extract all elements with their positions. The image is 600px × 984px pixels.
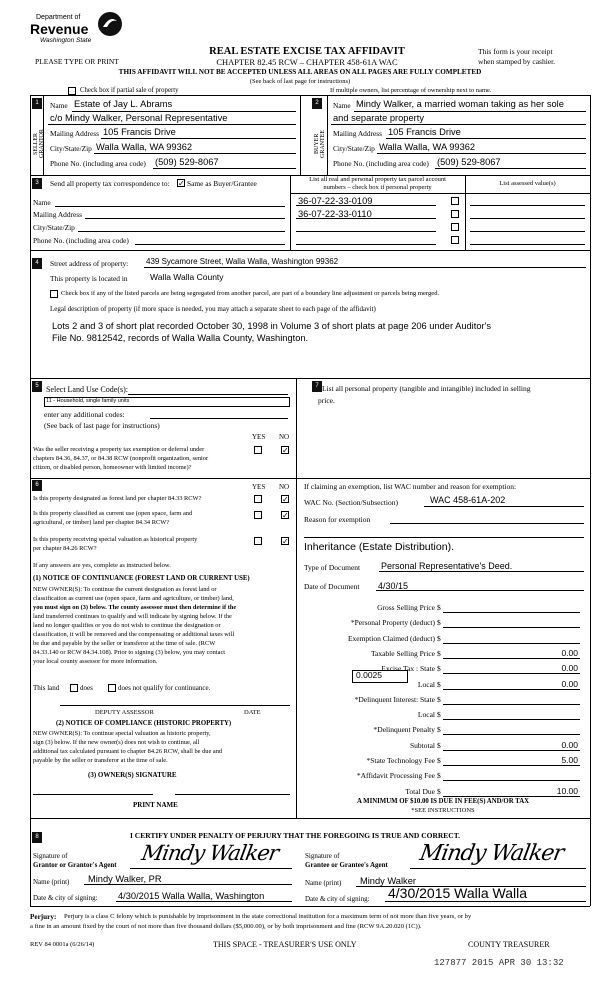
multiple-owners-note: If multiple owners, list percentage of ownership next to name.	[330, 87, 492, 94]
land-does-checkbox[interactable]	[70, 684, 78, 692]
county-treasurer-label: COUNTY TREASURER	[468, 940, 550, 949]
s1-mail-value: 105 Francis Drive	[103, 127, 176, 137]
notice-1-line: be due and payable by the seller or transferor at the time of sale. (RCW	[33, 640, 216, 647]
section-2-badge: 2	[312, 98, 322, 109]
assessed-header: List assessed value(s)	[499, 180, 556, 187]
grantor-date-label: Date & city of signing:	[33, 894, 98, 902]
section-7-badge: 7	[312, 381, 322, 392]
s2-name-label: Name	[333, 101, 351, 110]
notice-1-line: classification, it will be removed and the compensating or additional taxes will	[33, 631, 235, 638]
doctype-label: Type of Document	[304, 563, 361, 572]
s6-question-3b: per chapter 84.26 RCW?	[33, 545, 97, 552]
tax-row-label: Local	[417, 679, 435, 689]
s3-mail-label: Mailing Address	[33, 210, 83, 219]
dollar-sign: $	[437, 756, 441, 765]
treasurer-stamp: 127877 2015 APR 30 13:32	[434, 958, 564, 968]
s6-q2-no-checkbox[interactable]: ✓	[282, 511, 289, 520]
perjury-label: Perjury:	[30, 913, 57, 921]
s1-phone-label: Phone No. (including area code)	[50, 159, 146, 168]
s6-question-2b: agricultural, or timber) land per chapter 84.34 RCW?	[33, 519, 170, 526]
section-1-badge: 1	[32, 98, 42, 109]
notice-1-line: land no longer qualifies or you do not wish to continue the designation or	[33, 622, 221, 629]
s3-send-label: Send all property tax correspondence to:	[50, 179, 170, 188]
tax-row-label: *Affidavit Processing Fee	[356, 771, 435, 781]
tax-row-label: *Delinquent Interest: State	[354, 694, 435, 704]
grantor-name-label: Name (print)	[33, 878, 70, 886]
s1-phone-value: (509) 529-8067	[155, 157, 219, 167]
grantor-signature: Mindy Walker	[139, 841, 281, 865]
grantor-date-city: 4/30/2015 Walla Walla, Washington	[118, 891, 265, 901]
grantee-date-label: Date & city of signing:	[305, 895, 370, 903]
certify-statement: I CERTIFY UNDER PENALTY OF PERJURY THAT THE FOREGOING IS TRUE AND CORRECT.	[130, 831, 461, 840]
s7-list-label: List all personal property (tangible and intangible) included in selling	[322, 384, 531, 393]
s6-question-3a: Is this property receiving special valuation as historical property	[33, 536, 198, 543]
legal-line-1: Lots 2 and 3 of short plat recorded October 30, 1998 in Volume 3 of short plats at page 206 under Auditor's	[52, 321, 492, 331]
land-use-seeback: (See back of last page for instructions)	[44, 421, 160, 430]
land-use-label: Select Land Use Code(s):	[46, 385, 128, 394]
tax-row-label: Gross Selling Price	[377, 603, 435, 612]
tax-row-value: 10.00	[556, 785, 578, 796]
grantor-name: Mindy Walker, PR	[88, 874, 162, 884]
local-tax-rate: 0.0025	[356, 670, 382, 680]
s6-question-1: Is this property designated as forest land per chapter 84.33 RCW?	[33, 495, 202, 502]
s3-name-label: Name	[33, 198, 51, 207]
s5-question-1c: citizen, or disabled person, homeowner with limited income)?	[33, 464, 192, 471]
s1-mail-label: Mailing Address	[50, 129, 100, 138]
s6-yes-header: YES	[252, 483, 266, 491]
notice-2-line: sign (3) below. If the new owner(s) does not wish to continue, all	[33, 739, 200, 746]
grantee-name: Mindy Walker	[360, 876, 416, 886]
segregated-checkbox[interactable]	[50, 290, 58, 298]
s5-yes-header: YES	[252, 433, 266, 441]
same-as-buyer-checkbox[interactable]: ✓	[178, 179, 185, 188]
s3-city-label: City/State/Zip	[33, 223, 75, 232]
grantor-sig-label-1: Signature of	[33, 852, 68, 860]
dollar-sign: $	[437, 664, 441, 674]
tax-row-label: *Personal Property (deduct)	[350, 618, 435, 628]
if-any-yes: If any answers are yes, complete as instructed below.	[33, 562, 171, 569]
receipt-note-2: when stamped by cashier.	[478, 57, 556, 66]
parcel-1: 36-07-22-33-0109	[298, 196, 373, 206]
notice-1-line: land transferred continues to qualify and will indicate by signing below. If the	[33, 613, 232, 620]
deputy-assessor-label: DEPUTY ASSESSOR	[95, 709, 154, 716]
notice-1-line: 84.33.140 or RCW 84.34.108). Prior to signing (3) below, you may contact	[33, 649, 226, 656]
tax-row-value: 0.00	[561, 678, 578, 689]
s1-name2-value: c/o Mindy Walker, Personal Representative	[50, 113, 228, 123]
grantee-date-city: 4/30/2015 Walla Walla	[388, 885, 528, 901]
this-land-label: This land	[33, 684, 60, 692]
dollar-sign: $	[437, 710, 441, 720]
s6-no-header: NO	[279, 483, 290, 491]
notice-2-line: NEW OWNER(S): To continue special valuation as historic property,	[33, 730, 211, 737]
street-label: Street address of property:	[50, 259, 129, 268]
street-value: 439 Sycamore Street, Walla Walla, Washington 99362	[146, 257, 339, 266]
does-label: does	[80, 684, 93, 692]
county-value: Walla Walla County	[150, 272, 224, 282]
segregated-label: Check box if any of the listed parcels are being segregated from another parcel, are part of a boundary line adjustment or parcels being merged.	[61, 290, 440, 297]
s6-q3-no-checkbox[interactable]: ✓	[282, 537, 289, 546]
s5-no-header: NO	[279, 433, 290, 441]
section-4-badge: 4	[32, 258, 42, 269]
legal-label: Legal description of property (if more space is needed, you may attach a separate sheet to each page of the affidavit)	[50, 305, 376, 313]
exemption-label: If claiming an exemption, list WAC number and reason for exemption:	[304, 482, 517, 491]
perjury-text-1: Perjury is a class C felony which is punishable by imprisonment in the state correctional institution for a maximum term of not more than five years, or by	[64, 913, 472, 920]
tax-row-label: Excise Tax : State	[381, 664, 435, 674]
s2-mail-value: 105 Francis Drive	[388, 127, 461, 137]
s5-no-checkbox[interactable]: ✓	[282, 446, 289, 455]
chapter-text: CHAPTER 82.45 RCW – CHAPTER 458-61A WAC	[216, 57, 398, 67]
notice-1-line: classification as current use (open space, farm and agriculture, or timber) land,	[33, 595, 234, 602]
s2-phone-label: Phone No. (including area code)	[333, 159, 429, 168]
docdate-label: Date of Document	[304, 582, 360, 591]
additional-codes-label: enter any additional codes:	[44, 410, 125, 419]
s2-city-label: City/State/Zip	[333, 144, 375, 153]
wac-label: WAC No. (Section/Subsection)	[304, 498, 398, 507]
see-instructions-note: *SEE INSTRUCTIONS	[411, 807, 475, 814]
s3-phone-label: Phone No. (including area code)	[33, 236, 129, 245]
notice-2-title: (2) NOTICE OF COMPLIANCE (HISTORIC PROPERTY)	[56, 720, 232, 727]
treasurer-space-label: THIS SPACE - TREASURER'S USE ONLY	[213, 940, 357, 949]
dollar-sign: $	[437, 694, 441, 704]
grantor-sig-label-2: Grantor or Grantor's Agent	[33, 861, 117, 869]
tax-row-label: Total Due	[405, 786, 435, 796]
s7-list-label-2: price.	[318, 396, 335, 405]
docdate-value: 4/30/15	[378, 581, 409, 591]
s1-city-value: Walla Walla, WA 99362	[96, 142, 193, 152]
form-title: REAL ESTATE EXCISE TAX AFFIDAVIT	[209, 46, 405, 57]
tax-row-label: Local	[417, 710, 435, 720]
s1-name-value: Estate of Jay L. Abrams	[74, 99, 173, 109]
partial-sale-label: Check box if partial sale of property	[80, 87, 179, 94]
grantee-sig-label-1: Signature of	[305, 852, 340, 860]
grantee-name-label: Name (print)	[305, 879, 342, 887]
parcel-header-1: List all real and personal property tax parcel account	[309, 176, 446, 183]
minimum-due-note: A MINIMUM OF $10.00 IS DUE IN FEE(S) AND/OR TAX	[356, 798, 530, 805]
see-back-text: (See back of last page for instructions)	[249, 78, 351, 85]
s2-city-value: Walla Walla, WA 99362	[379, 142, 476, 152]
s1-name-label: Name	[50, 101, 68, 110]
section-8-badge: 8	[32, 832, 42, 843]
s6-q1-no-checkbox[interactable]: ✓	[282, 495, 289, 504]
s1-city-label: City/State/Zip	[50, 144, 92, 153]
tax-row-label: *State Technology Fee	[366, 756, 435, 765]
section-6-badge: 6	[32, 480, 42, 491]
notice-2-line: payable by the seller or transferor at the time of sale.	[33, 757, 168, 764]
dollar-sign: $	[437, 725, 441, 735]
s2-name-value: Mindy Walker, a married woman taking as her sole	[356, 99, 564, 109]
parcel-1-personal-checkbox[interactable]	[451, 197, 459, 205]
s6-q1-yes-checkbox[interactable]	[254, 495, 262, 503]
located-label: This property is located in	[50, 274, 128, 283]
s6-q3-yes-checkbox[interactable]	[254, 537, 262, 545]
parcel-4-personal-checkbox[interactable]	[451, 236, 459, 244]
same-as-buyer-label: Same as Buyer/Grantee	[187, 179, 257, 188]
grantee-sig-label-2: Grantee or Grantee's Agent	[305, 861, 388, 869]
dollar-sign: $	[437, 679, 441, 689]
parcel-2: 36-07-22-33-0110	[298, 209, 372, 219]
seller-grantor-label: SELLER GRANTOR	[33, 129, 45, 159]
wac-value: WAC 458-61A-202	[430, 495, 506, 505]
dollar-sign: $	[437, 786, 441, 796]
revenue-logo-icon	[97, 11, 123, 37]
tax-row-value: 0.00	[561, 647, 578, 658]
tax-row-value: 0.00	[561, 739, 578, 750]
tax-row-label: *Delinquent Penalty	[373, 725, 435, 735]
s2-mail-label: Mailing Address	[333, 129, 383, 138]
revenue-logo-text: Revenue	[30, 21, 89, 37]
assessor-date-label: DATE	[244, 709, 261, 716]
print-name-label: PRINT NAME	[133, 801, 178, 809]
s5-question-1b: chapters 84.36, 84.37, or 84.38 RCW (nonprofit organization, senior	[33, 455, 209, 462]
partial-sale-checkbox[interactable]	[68, 87, 76, 95]
s2-phone-value: (509) 529-8067	[437, 157, 501, 167]
section-3-badge: 3	[32, 178, 42, 189]
tax-row-value: 0.00	[561, 663, 578, 674]
notice-1-line: you must sign on (3) below. The county assessor must then determine if the	[33, 604, 237, 611]
perjury-text-2: a fine in an amount fixed by the court of not more than five thousand dollars ($5,000.00), or by both imprisonment and fine (RCW 9A.20.020 (1C)).	[30, 923, 422, 930]
tax-row-label: Subtotal	[409, 740, 435, 750]
notice-1-line: NEW OWNER(S): To continue the current designation as forest land or	[33, 586, 217, 593]
owner-signature-label: (3) OWNER(S) SIGNATURE	[88, 771, 177, 779]
land-does-not-checkbox[interactable]	[108, 684, 116, 692]
tax-row-label: Exemption Claimed (deduct)	[347, 633, 435, 643]
tax-row-label: Taxable Selling Price	[370, 648, 435, 658]
does-not-label: does not qualify for continuance.	[118, 684, 211, 692]
s5-question-1a: Was the seller receiving a property tax exemption or deferral under	[33, 446, 205, 453]
notice-2-line: additional tax calculated pursuant to chapter 84.26 RCW, shall be due and	[33, 748, 223, 755]
s2-name2-value: and separate property	[333, 113, 424, 123]
state-text: Washington State	[40, 37, 92, 44]
buyer-grantee-label: BUYER GRANTEE	[314, 130, 326, 158]
parcel-2-personal-checkbox[interactable]	[451, 210, 459, 218]
tax-row-value: 5.00	[561, 755, 578, 765]
dollar-sign: $	[437, 603, 441, 612]
land-use-code: 11 - Household, single family units	[46, 398, 130, 404]
legal-line-2: File No. 9812542, records of Walla Walla County, Washington.	[52, 333, 309, 343]
reason-label: Reason for exemption	[304, 515, 371, 524]
dollar-sign: $	[437, 633, 441, 643]
receipt-note-1: This form is your receipt	[478, 47, 553, 56]
notice-1-title: (1) NOTICE OF CONTINUANCE (FOREST LAND OR CURRENT USE)	[33, 575, 250, 582]
dollar-sign: $	[437, 740, 441, 750]
section-5-badge: 5	[32, 381, 42, 392]
dept-text: Department of	[36, 14, 81, 21]
parcel-header-2: numbers – check box if personal property	[323, 184, 432, 191]
please-type: PLEASE TYPE OR PRINT	[35, 57, 119, 66]
grantee-signature: Mindy Walker	[417, 841, 566, 866]
reason-value: Inheritance (Estate Distribution).	[304, 541, 454, 553]
dollar-sign: $	[437, 618, 441, 628]
s6-q2-yes-checkbox[interactable]	[254, 511, 262, 519]
form-number: REV 84 0001a (6/26/14)	[30, 941, 95, 948]
s5-yes-checkbox[interactable]	[254, 446, 262, 454]
warning-text: THIS AFFIDAVIT WILL NOT BE ACCEPTED UNLESS ALL AREAS ON ALL PAGES ARE FULLY COMPLETED	[118, 68, 482, 76]
doctype-value: Personal Representative's Deed.	[381, 561, 513, 571]
dollar-sign: $	[437, 771, 441, 781]
dollar-sign: $	[437, 648, 441, 658]
parcel-3-personal-checkbox[interactable]	[451, 223, 459, 231]
s6-question-2a: Is this property classified as current use (open space, farm and	[33, 510, 193, 517]
notice-1-line: your local county assessor for more information.	[33, 658, 158, 665]
